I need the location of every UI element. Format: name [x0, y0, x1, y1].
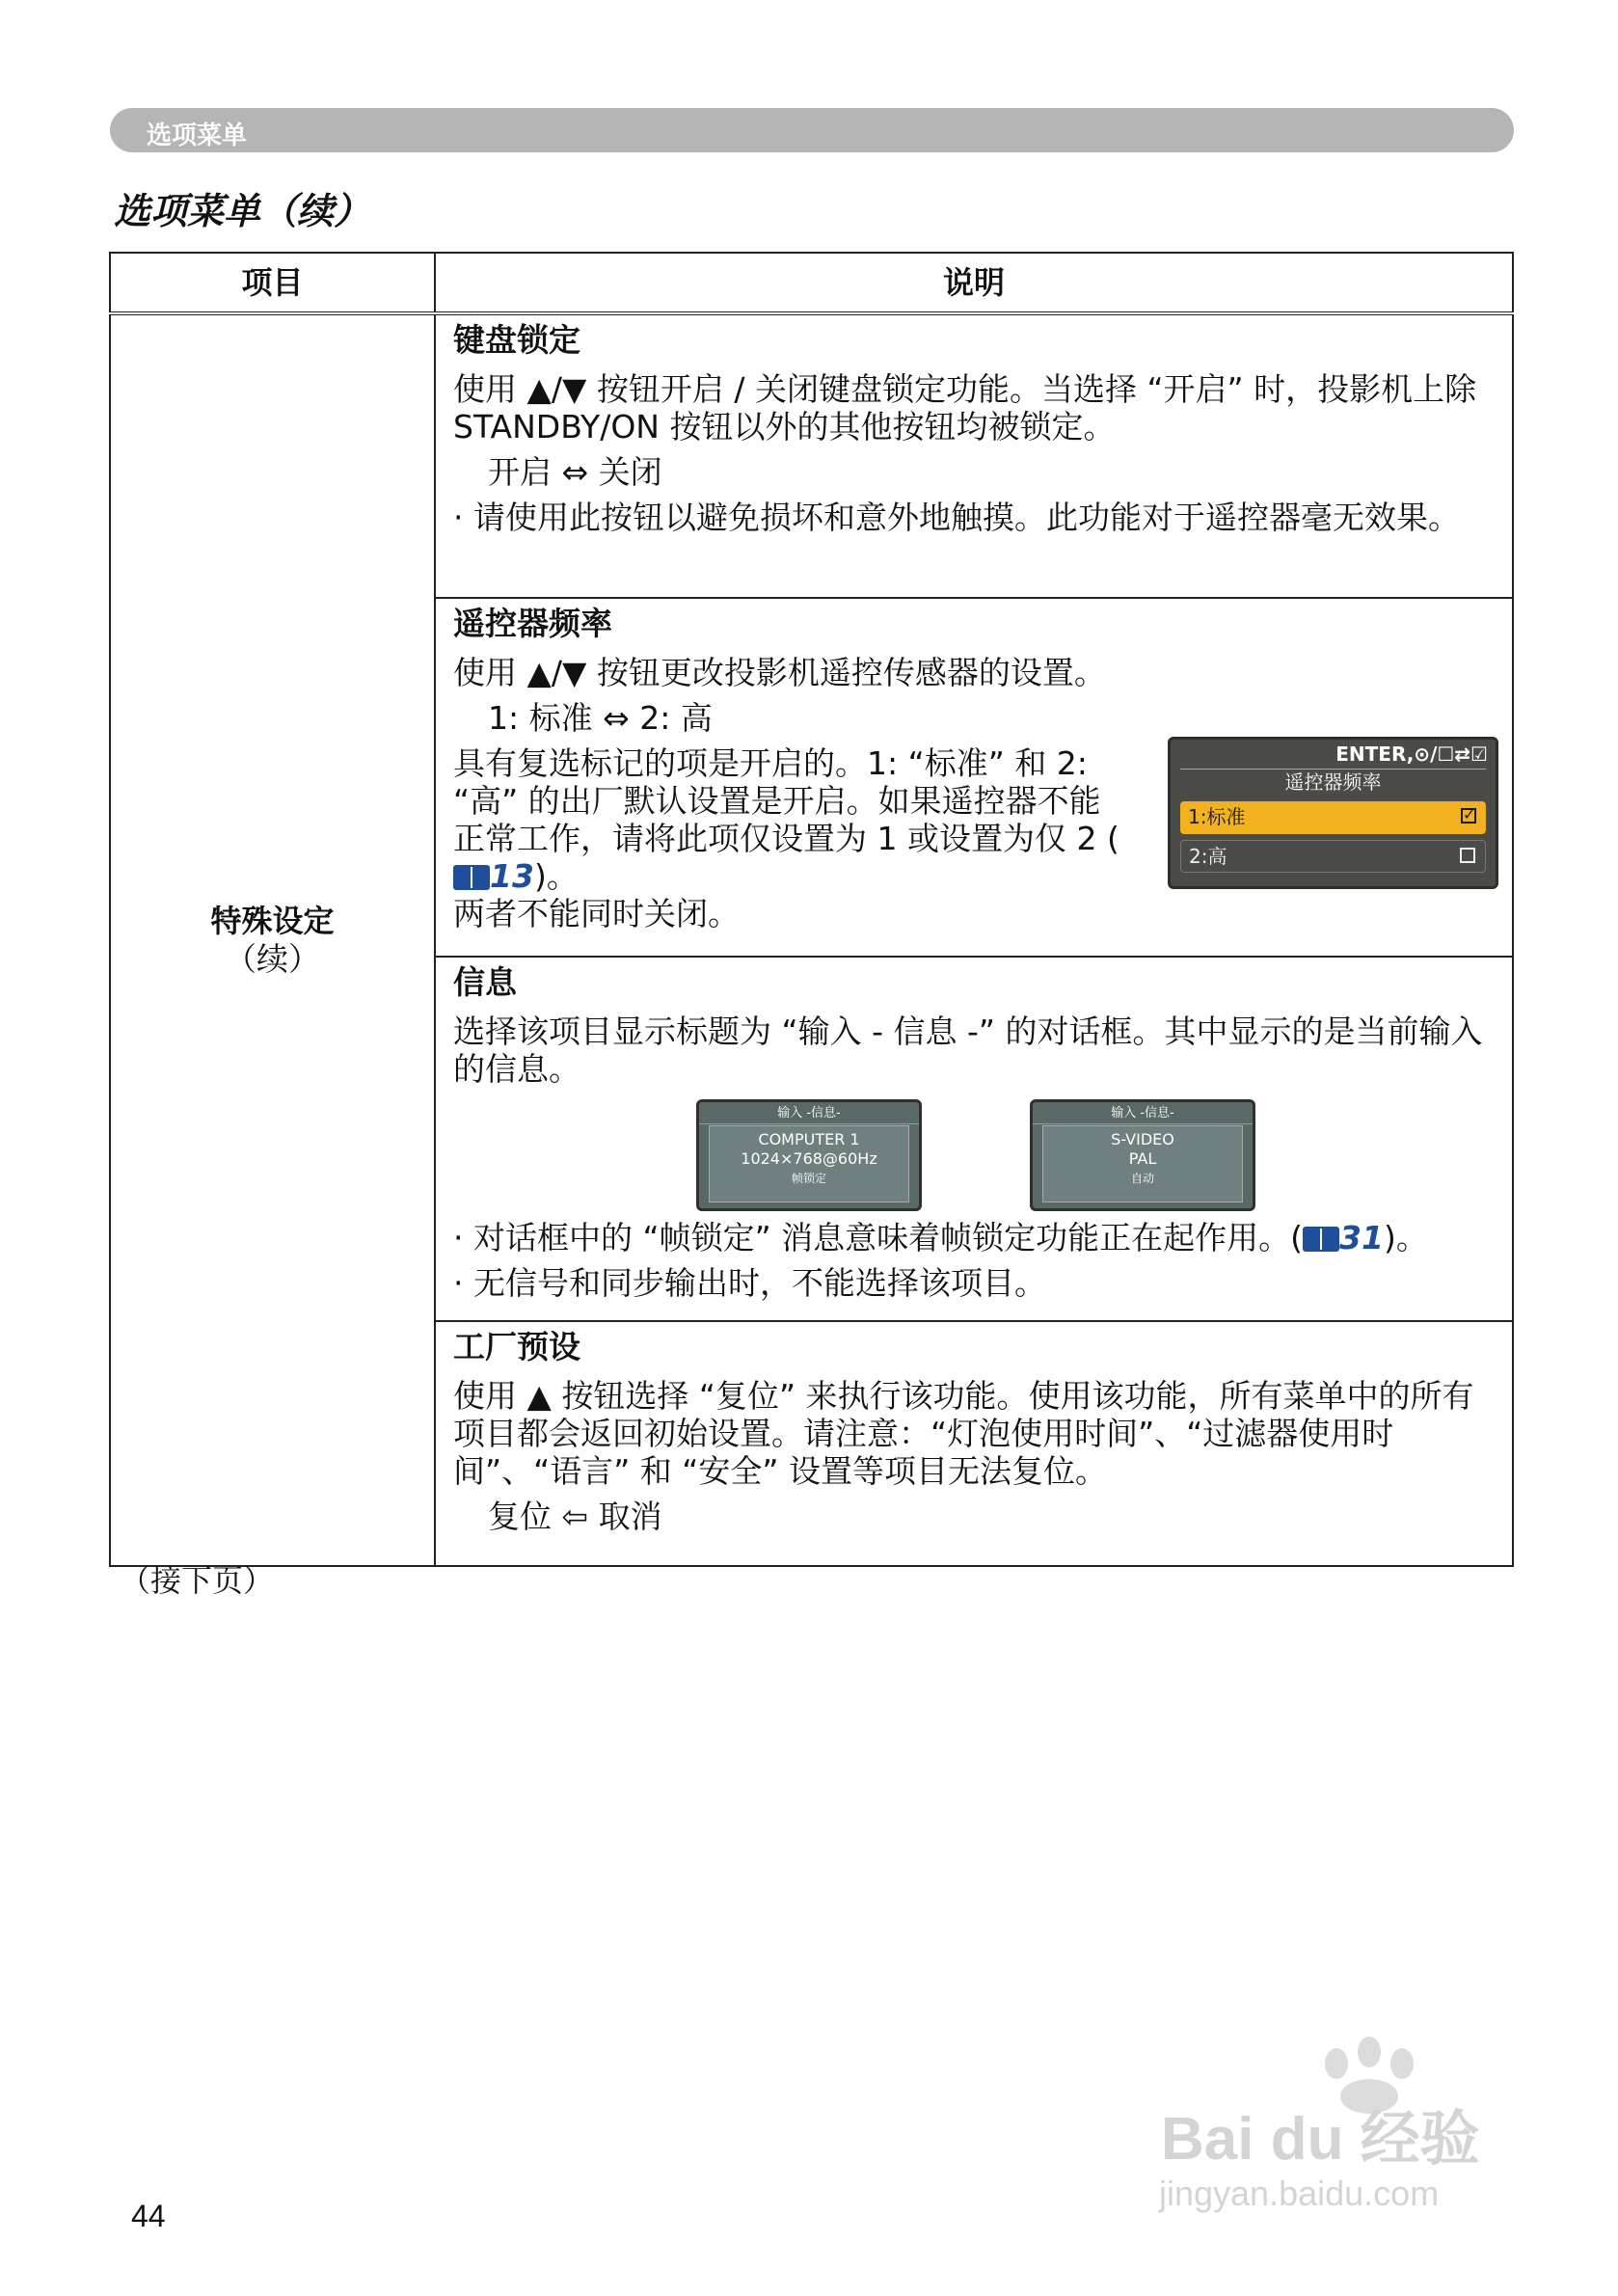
page-ref-13[interactable]: 13	[490, 857, 534, 895]
info-dialog-computer	[696, 1099, 922, 1211]
remote-freq-detail: 具有复选标记的项是开启的。1: “标准” 和 2: “高” 的出厂默认设置是开启。如果遥控器不能正常工作，请将此项仅设置为 1 或设置为仅 2 (	[453, 744, 1119, 857]
dialog-body	[1042, 1125, 1243, 1202]
info-dialog-svideo	[1030, 1099, 1255, 1211]
menu-title: 遥控器频率	[1180, 769, 1486, 793]
watermark-url: jingyan.baidu.com	[1159, 2174, 1440, 2213]
item-sub: （续）	[225, 940, 320, 978]
info-note2: · 无信号和同步输出时，不能选择该项目。	[453, 1264, 1046, 1302]
keylock-description	[435, 313, 1513, 598]
column-header-description: 说明	[435, 253, 1513, 313]
factory-options: 复位 ⇦ 取消	[488, 1498, 662, 1535]
section-title: 选项菜单（续）	[114, 190, 371, 232]
continued-note: （接下页）	[120, 1562, 275, 1599]
page-ref-31[interactable]: 31	[1339, 1219, 1384, 1256]
remote-freq-detail-end: )。	[533, 857, 579, 895]
dialog-line1: COMPUTER 1	[758, 1130, 860, 1148]
keylock-options: 开启 ⇔ 关闭	[488, 453, 662, 491]
info-note1-text: · 对话框中的 “帧锁定” 消息意味着帧锁定功能正在起作用。(	[453, 1219, 1304, 1256]
remote-freq-description	[435, 598, 1513, 957]
manual-ref-icon	[1303, 1227, 1339, 1252]
factory-description	[435, 1321, 1513, 1566]
remote-freq-explanation	[453, 744, 1128, 932]
info-text: 选择该项目显示标题为 “输入 - 信息 -” 的对话框。其中显示的是当前输入的信息。	[453, 1013, 1483, 1088]
info-note1	[453, 1219, 1498, 1256]
info-dialogs	[453, 1099, 1498, 1211]
remote-freq-title: 遥控器频率	[453, 605, 612, 642]
remote-freq-body	[453, 744, 1498, 932]
item-cell	[110, 313, 435, 1566]
baidu-watermark	[1153, 2037, 1520, 2229]
info-title: 信息	[453, 963, 517, 1001]
remote-freq-warning: 两者不能同时关闭。	[453, 895, 740, 932]
keylock-title: 键盘锁定	[453, 321, 580, 359]
table-row-keylock	[110, 313, 1513, 598]
menu-option-high	[1180, 840, 1486, 873]
checkbox-checked-icon	[1461, 808, 1476, 824]
item-name: 特殊设定	[210, 903, 335, 939]
dialog-line1: S-VIDEO	[1111, 1130, 1174, 1148]
factory-title: 工厂预设	[453, 1328, 580, 1365]
remote-freq-menu-screenshot	[1168, 737, 1498, 889]
dialog-body	[709, 1125, 909, 1202]
menu-enter-hint: ENTER,⊙/☐⇄☑	[1335, 743, 1488, 766]
factory-text: 使用 ▲ 按钮选择 “复位” 来执行该功能。使用该功能，所有菜单中的所有项目都会返回初始设置。请注意：“灯泡使用时间”、“过滤器使用时间”、“语言” 和 “安全” 设置等项目无法复位。	[453, 1377, 1474, 1490]
watermark-logo-text: Bai du 经验	[1161, 2106, 1480, 2173]
info-note1-end: )。	[1383, 1219, 1428, 1256]
menu-option-standard	[1180, 801, 1486, 834]
manual-ref-icon	[453, 865, 490, 890]
info-description	[435, 957, 1513, 1321]
header-bar	[110, 108, 1514, 152]
options-table	[109, 252, 1514, 1567]
column-header-item: 项目	[110, 253, 435, 313]
menu-option-standard-label: 1:标准	[1188, 805, 1246, 828]
keylock-text: 使用 ▲/▼ 按钮开启 / 关闭键盘锁定功能。当选择 “开启” 时，投影机上除 STANDBY/ON 按钮以外的其他按钮均被锁定。	[453, 370, 1477, 446]
page-number: 44	[131, 2199, 166, 2233]
header-bar-label: 选项菜单	[147, 122, 248, 150]
dialog-title: 输入 -信息-	[1033, 1104, 1253, 1124]
table-header-row	[110, 253, 1513, 313]
checkbox-unchecked-icon	[1460, 848, 1475, 863]
dialog-title: 输入 -信息-	[699, 1104, 919, 1124]
remote-freq-text: 使用 ▲/▼ 按钮更改投影机遥控传感器的设置。	[453, 654, 1106, 691]
menu-option-high-label: 2:高	[1189, 845, 1227, 868]
dialog-line2: PAL	[1128, 1149, 1157, 1168]
keylock-note: · 请使用此按钮以避免损坏和意外地触摸。此功能对于遥控器毫无效果。	[453, 499, 1460, 536]
dialog-line3: 自动	[1130, 1172, 1154, 1185]
remote-freq-options: 1: 标准 ⇔ 2: 高	[488, 699, 713, 737]
dialog-line2: 1024×768@60Hz	[741, 1149, 877, 1168]
dialog-line3: 帧锁定	[791, 1172, 826, 1185]
